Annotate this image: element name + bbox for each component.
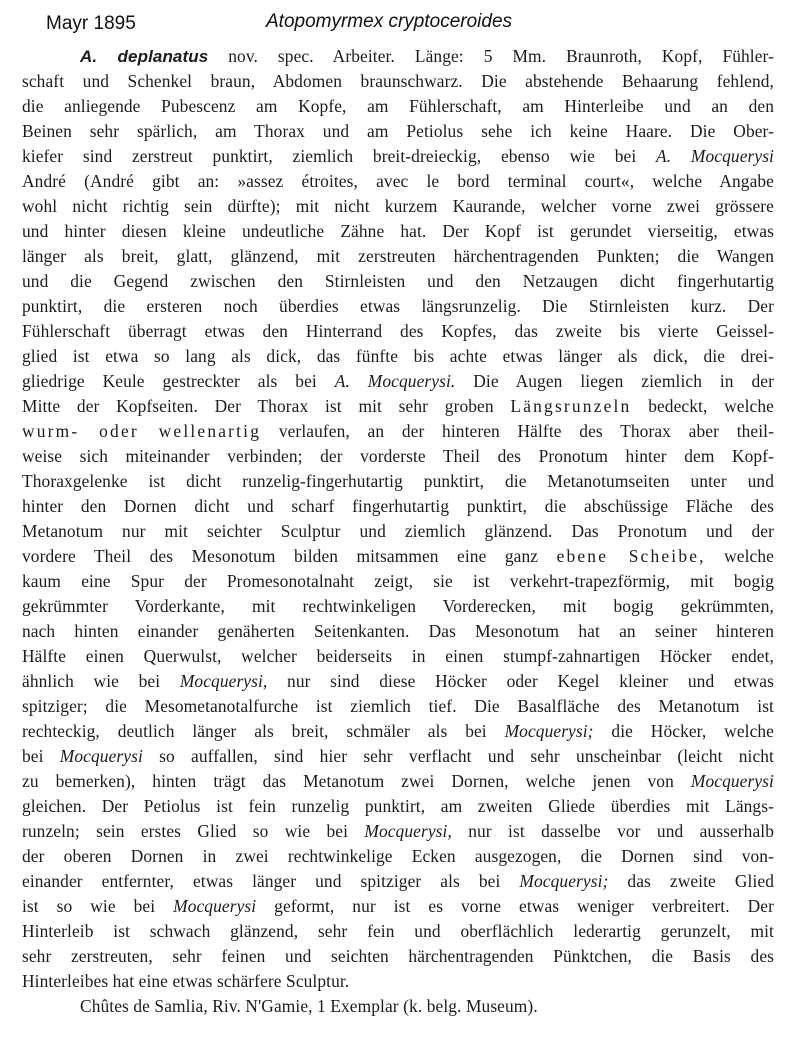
- italic-taxon: Mocquerysi: [690, 771, 774, 791]
- text-segment: gleichen. Der Petiolus ist fein runzelig punktirt, am zweiten Gliede überdies mit Längs-: [22, 796, 774, 816]
- text-segment: kiefer sind zerstreut punktirt, ziemlich breit-dreieckig, ebenso wie bei: [22, 146, 656, 166]
- text-line: [22, 794, 774, 819]
- text-line: [22, 919, 774, 944]
- text-segment: vordere Theil des Mesonotum bilden mitsammen eine ganz: [22, 546, 557, 566]
- author-citation: Mayr 1895: [46, 13, 136, 34]
- text-line: [22, 269, 774, 294]
- text-line: [22, 969, 774, 994]
- text-segment: der oberen Dornen in zwei rechtwinkelige Ecken ausgezogen, die Dornen sind von-: [22, 846, 774, 866]
- text-segment: nach hinten einander genäherten Seitenkanten. Das Mesonotum hat an seiner hinteren: [22, 621, 774, 641]
- text-segment: ist so wie bei: [22, 896, 174, 916]
- text-segment: spitziger; die Mesometanotalfurche ist ziemlich tief. Die Basalfläche des Metanotum ist: [22, 696, 774, 716]
- species-title: Atopomyrmex cryptoceroides: [266, 11, 513, 32]
- text-segment: Fühlerschaft überragt etwas den Hinterrand des Kopfes, das zweite bis vierte Geissel-: [22, 321, 774, 341]
- text-segment: schaft und Schenkel braun, Abdomen braunschwarz. Die abstehende Behaarung fehlend,: [22, 71, 774, 91]
- species-name: A. deplanatus: [80, 47, 209, 66]
- description-text: [22, 44, 774, 1019]
- text-line: [22, 544, 774, 569]
- text-segment: punktirt, die ersteren noch überdies etwas längsrunzelig. Die Stirnleisten kurz. Der: [22, 296, 774, 316]
- text-line: [22, 419, 774, 444]
- text-line: [22, 744, 774, 769]
- text-line: [22, 344, 774, 369]
- text-segment: die anliegende Pubescenz am Kopfe, am Fühlerschaft, am Hinterleibe und an den: [22, 96, 774, 116]
- text-line: [22, 594, 774, 619]
- text-line: [22, 369, 774, 394]
- text-line: [22, 469, 774, 494]
- text-segment: gliedrige Keule gestreckter als bei: [22, 371, 335, 391]
- text-line: [22, 769, 774, 794]
- text-line: [22, 644, 774, 669]
- text-segment: zu bemerken), hinten trägt das Metanotum zwei Dornen, welche jenen von: [22, 771, 691, 791]
- text-segment: hinter den Dornen dicht und scharf fingerhutartig punktirt, die abschüssige Fläche des: [22, 496, 774, 516]
- text-segment: und die Gegend zwischen den Stirnleisten und den Netzaugen dicht fingerhutartig: [22, 271, 774, 291]
- text-line: [22, 944, 774, 969]
- italic-taxon: Mocquerysi: [59, 746, 143, 766]
- italic-taxon: Mocquerysi,: [179, 671, 268, 691]
- text-line: [22, 194, 774, 219]
- text-line: [22, 669, 774, 694]
- text-line: [22, 894, 774, 919]
- text-segment: Hälfte einen Querwulst, welcher beiderseits in einen stumpf-zahnartigen Höcker endet,: [22, 646, 774, 666]
- page-header: [0, 9, 793, 39]
- text-line: [22, 169, 774, 194]
- text-segment: nur ist dasselbe vor und ausserhalb: [451, 821, 774, 841]
- text-line: [22, 494, 774, 519]
- text-segment: bei: [22, 746, 60, 766]
- text-segment: so auffallen, sind hier sehr verflacht und sehr unscheinbar (leicht nicht: [142, 746, 774, 766]
- italic-taxon: Mocquerysi,: [364, 821, 452, 841]
- text-segment: einander entfernter, etwas länger und spitziger als bei: [22, 871, 520, 891]
- text-line: [22, 569, 774, 594]
- text-segment: Thoraxgelenke ist dicht runzelig-fingerhutartig punktirt, die Metanotumseiten unter und: [22, 471, 774, 491]
- italic-taxon: Mocquerysi: [173, 896, 257, 916]
- text-line: [22, 819, 774, 844]
- text-segment: gekrümmter Vorderkante, mit rechtwinkeligen Vorderecken, mit bogig gekrümmten,: [22, 596, 774, 616]
- text-segment: wohl nicht richtig sein dürfte); mit nicht kurzem Kaurande, welcher vorne zwei grössere: [22, 196, 774, 216]
- text-line: [22, 619, 774, 644]
- text-line: [22, 994, 774, 1019]
- text-segment: Hinterleib ist schwach glänzend, sehr fein und oberflächlich lederartig gerunzelt, mit: [22, 921, 774, 941]
- spaced-emphasis: wurm- oder wellenartig: [22, 421, 262, 441]
- text-segment: nov. spec. Arbeiter. Länge: 5 Mm. Braunroth, Kopf, Fühler-: [208, 46, 774, 66]
- text-line: [22, 44, 774, 69]
- italic-taxon: A. Mocquerysi.: [334, 371, 456, 391]
- text-segment: Die Augen liegen ziemlich in der: [455, 371, 774, 391]
- italic-taxon: Mocquerysi;: [504, 721, 594, 741]
- spaced-emphasis: Längsrunzeln: [510, 396, 632, 416]
- text-segment: länger als breit, glatt, glänzend, mit zerstreuten härchentragenden Punkten; die Wangen: [22, 246, 774, 266]
- text-segment: kaum eine Spur der Promesonotalnaht zeigt, sie ist verkehrt-trapezförmig, mit bogig: [22, 571, 774, 591]
- text-segment: Hinterleibes hat eine etwas schärfere Sculptur.: [22, 971, 350, 991]
- text-segment: Chûtes de Samlia, Riv. N'Gamie, 1 Exemplar (k. belg. Museum).: [80, 996, 538, 1016]
- text-segment: die Höcker, welche: [593, 721, 774, 741]
- text-segment: und hinter diesen kleine undeutliche Zähne hat. Der Kopf ist gerundet vierseitig, etwas: [22, 221, 774, 241]
- text-segment: geformt, nur ist es vorne etwas weniger verbreitert. Der: [256, 896, 774, 916]
- text-segment: ähnlich wie bei: [22, 671, 180, 691]
- text-line: [22, 244, 774, 269]
- text-line: [22, 119, 774, 144]
- text-line: [22, 394, 774, 419]
- text-line: [22, 869, 774, 894]
- text-line: [22, 844, 774, 869]
- text-line: [22, 94, 774, 119]
- text-segment: weise sich miteinander verbinden; der vorderste Theil des Pronotum hinter dem Kopf-: [22, 446, 774, 466]
- text-segment: nur sind diese Höcker oder Kegel kleiner und etwas: [267, 671, 774, 691]
- text-segment: Mitte der Kopfseiten. Der Thorax ist mit sehr groben: [22, 396, 511, 416]
- text-segment: glied ist etwa so lang als dick, das fünfte bis achte etwas länger als dick, die drei-: [22, 346, 774, 366]
- text-line: [22, 694, 774, 719]
- text-line: [22, 69, 774, 94]
- text-segment: welche: [705, 546, 774, 566]
- text-line: [22, 444, 774, 469]
- text-segment: André (André gibt an: »assez étroites, avec le bord terminal court«, welche Angabe: [22, 171, 774, 191]
- spaced-emphasis: ebene Scheibe,: [556, 546, 706, 566]
- text-segment: das zweite Glied: [608, 871, 774, 891]
- text-line: [22, 519, 774, 544]
- text-segment: Beinen sehr spärlich, am Thorax und am Petiolus sehe ich keine Haare. Die Ober-: [22, 121, 774, 141]
- text-segment: verlaufen, an der hinteren Hälfte des Thorax aber theil-: [261, 421, 775, 441]
- text-line: [22, 294, 774, 319]
- text-line: [22, 219, 774, 244]
- text-segment: bedeckt, welche: [631, 396, 774, 416]
- text-segment: sehr zerstreuten, sehr feinen und seichten härchentragenden Pünktchen, die Basis des: [22, 946, 774, 966]
- italic-taxon: A. Mocquerysi: [656, 146, 774, 166]
- text-segment: runzeln; sein erstes Glied so wie bei: [22, 821, 365, 841]
- text-line: [22, 144, 774, 169]
- text-segment: Metanotum nur mit seichter Sculptur und ziemlich glänzend. Das Pronotum und der: [22, 521, 774, 541]
- text-segment: rechteckig, deutlich länger als breit, schmäler als bei: [22, 721, 505, 741]
- italic-taxon: Mocquerysi;: [519, 871, 609, 891]
- text-line: [22, 719, 774, 744]
- text-line: [22, 319, 774, 344]
